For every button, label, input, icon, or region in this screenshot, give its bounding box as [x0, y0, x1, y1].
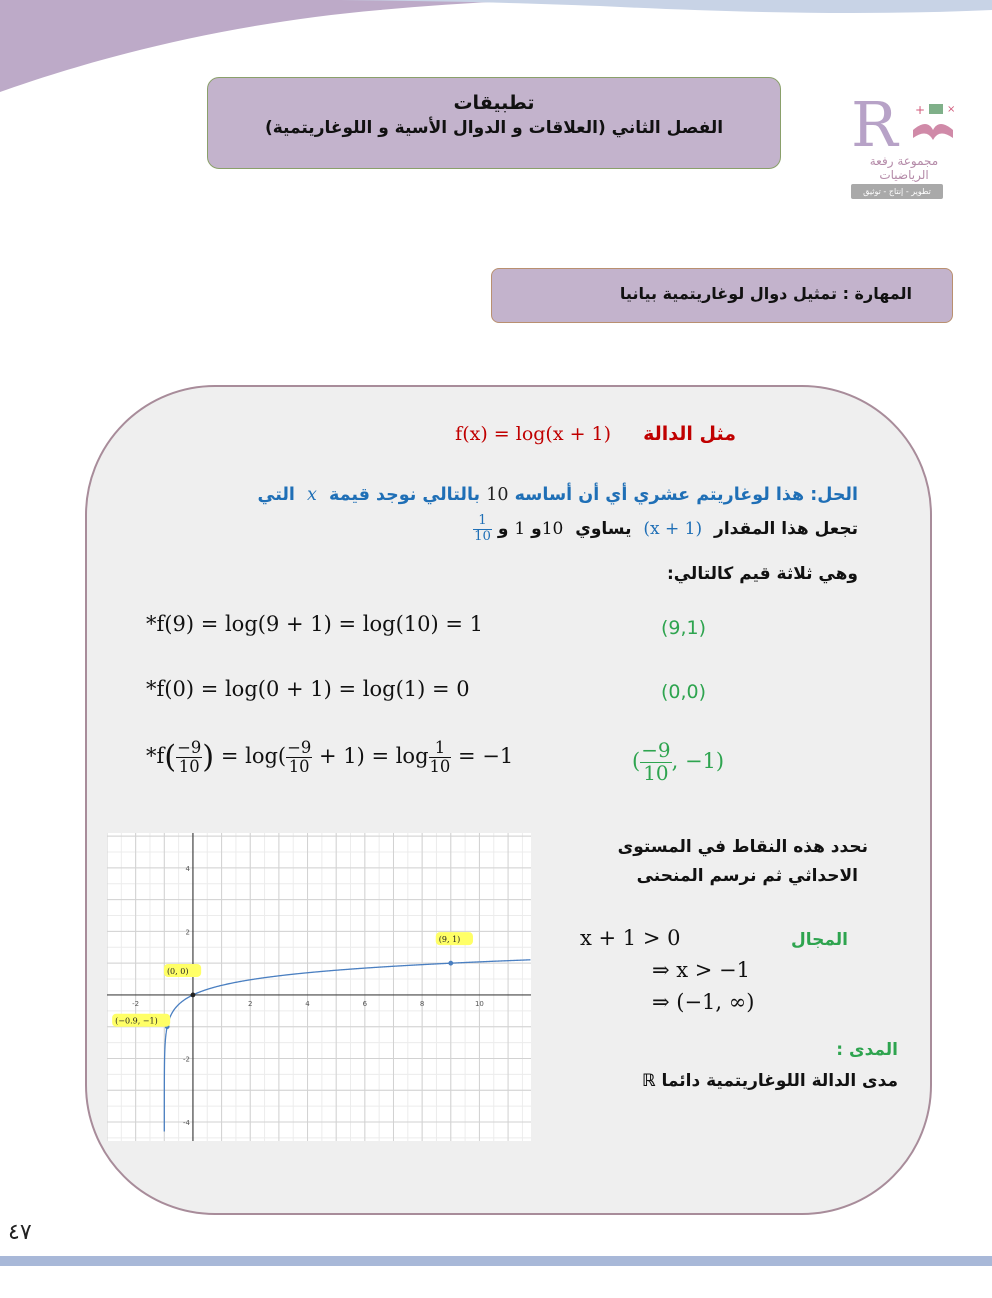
solution-text: التي — [257, 485, 295, 505]
locate-line-1: نحدد هذه النقاط في المستوى — [617, 837, 868, 857]
point-2: (0,0) — [661, 681, 707, 703]
fraction-one-tenth — [473, 514, 492, 544]
x-tick-label: -2 — [132, 999, 140, 1008]
numerator: 1 — [473, 514, 492, 530]
domain-label: المجال — [791, 930, 848, 950]
solution-line-1 — [140, 485, 858, 505]
y-tick-label: -4 — [182, 1118, 190, 1127]
example-formula: f(x) = log(x + 1) — [455, 423, 612, 445]
numerator: −9 — [641, 738, 671, 762]
equation-1: *f(9) = log(9 + 1) = log(10) = 1 — [146, 612, 483, 636]
eq3-part: = log( — [220, 744, 287, 768]
example-label: مثل الدالة — [643, 423, 736, 445]
locate-points-text — [540, 833, 868, 891]
svg-text:+: + — [915, 103, 926, 117]
data-point — [191, 993, 196, 998]
book-icon — [907, 100, 959, 146]
fraction-neg9-10 — [176, 739, 202, 776]
solution-line-3: وهي ثلاثة قيم كالتالي: — [666, 564, 858, 584]
data-point — [448, 961, 453, 966]
point-rest: , −1) — [671, 748, 725, 773]
numerator: 1 — [429, 739, 452, 758]
page-number: ٤٧ — [8, 1220, 32, 1245]
y-tick-label: -2 — [182, 1055, 190, 1064]
point-label: (0, 0) — [166, 966, 189, 976]
fraction-neg9-10 — [286, 739, 312, 776]
y-tick-label: 2 — [185, 928, 190, 937]
point-3 — [632, 740, 724, 785]
solution-text: الحل: هذا لوغاريتم عشري أي أن أساسه — [514, 485, 858, 505]
x-tick-label: 8 — [419, 999, 425, 1008]
domain-line-2: ⇒ x > −1 — [652, 958, 751, 982]
x-tick-label: 4 — [305, 999, 310, 1008]
log-graph — [107, 833, 531, 1141]
value-one: 1 — [514, 519, 526, 540]
expression: (x + 1) — [643, 519, 703, 540]
point-label: (−0.9, −1) — [115, 1016, 158, 1026]
x-tick-label: 2 — [248, 999, 253, 1008]
and-word: و — [531, 519, 542, 540]
skill-box — [491, 268, 953, 323]
skill-text: المهارة : تمثيل دوال لوغاريتمية بيانيا — [619, 284, 912, 303]
chapter-title-box — [207, 77, 781, 169]
section-title: تطبيقات — [453, 92, 535, 114]
logo-letter: R — [851, 88, 898, 161]
point-1: (9,1) — [661, 617, 707, 639]
denominator: 10 — [429, 757, 451, 776]
example-line — [380, 423, 736, 445]
and-word: و — [497, 519, 509, 540]
numerator: −9 — [287, 738, 312, 757]
y-tick-label: 4 — [185, 864, 190, 873]
locate-line-2: الاحداثي ثم نرسم المنحنى — [636, 866, 858, 886]
log-graph-svg — [107, 833, 531, 1141]
solution-text: يساوي — [575, 519, 632, 540]
eq3-part: + 1) = log — [318, 744, 429, 768]
x-tick-label: 10 — [474, 999, 484, 1008]
variable-x: x — [307, 485, 317, 505]
value-ten: 10 — [541, 519, 564, 540]
solution-text: بالتالي نوجد قيمة — [328, 485, 481, 505]
denominator: 10 — [474, 528, 491, 544]
paren: ( — [632, 748, 641, 773]
domain-line-1: x + 1 > 0 — [580, 926, 681, 950]
x-tick-label: 6 — [362, 999, 368, 1008]
range-label: المدى : — [836, 1040, 898, 1060]
point-label: (9, 1) — [438, 935, 461, 945]
equation-2: *f(0) = log(0 + 1) = log(1) = 0 — [146, 677, 470, 701]
solution-line-2 — [380, 514, 858, 544]
base-ten: 10 — [486, 485, 509, 505]
numerator: −9 — [177, 738, 202, 757]
logo — [845, 88, 963, 206]
eq3-prefix: *f — [146, 744, 165, 768]
fraction-one-tenth — [429, 739, 452, 776]
denominator: 10 — [288, 757, 310, 776]
domain-line-3: ⇒ (−1, ∞) — [652, 990, 755, 1014]
equation-3: *f( $\frac{-9}{10}$ ) = log( $\frac{-9}{10}$ + 1) = log $\frac{1}{10}$ = −1 — [146, 738, 514, 776]
footer-bar — [0, 1256, 992, 1266]
range-text: مدى الدالة اللوغاريتمية دائما ℝ — [641, 1071, 898, 1091]
denominator: 10 — [643, 760, 669, 785]
fraction-neg9-10 — [640, 740, 671, 785]
svg-text:×: × — [947, 104, 956, 115]
denominator: 10 — [178, 757, 200, 776]
chapter-title: الفصل الثاني (العلاقات و الدوال الأسية و اللوغاريتمية) — [264, 118, 724, 138]
eq3-part: = −1 — [458, 744, 514, 768]
solution-text: تجعل هذا المقدار — [714, 519, 858, 540]
logo-name: مجموعة رفعة الرياضيات — [869, 154, 939, 182]
logo-tagline: تطوير - إنتاج - توثيق — [851, 184, 943, 199]
